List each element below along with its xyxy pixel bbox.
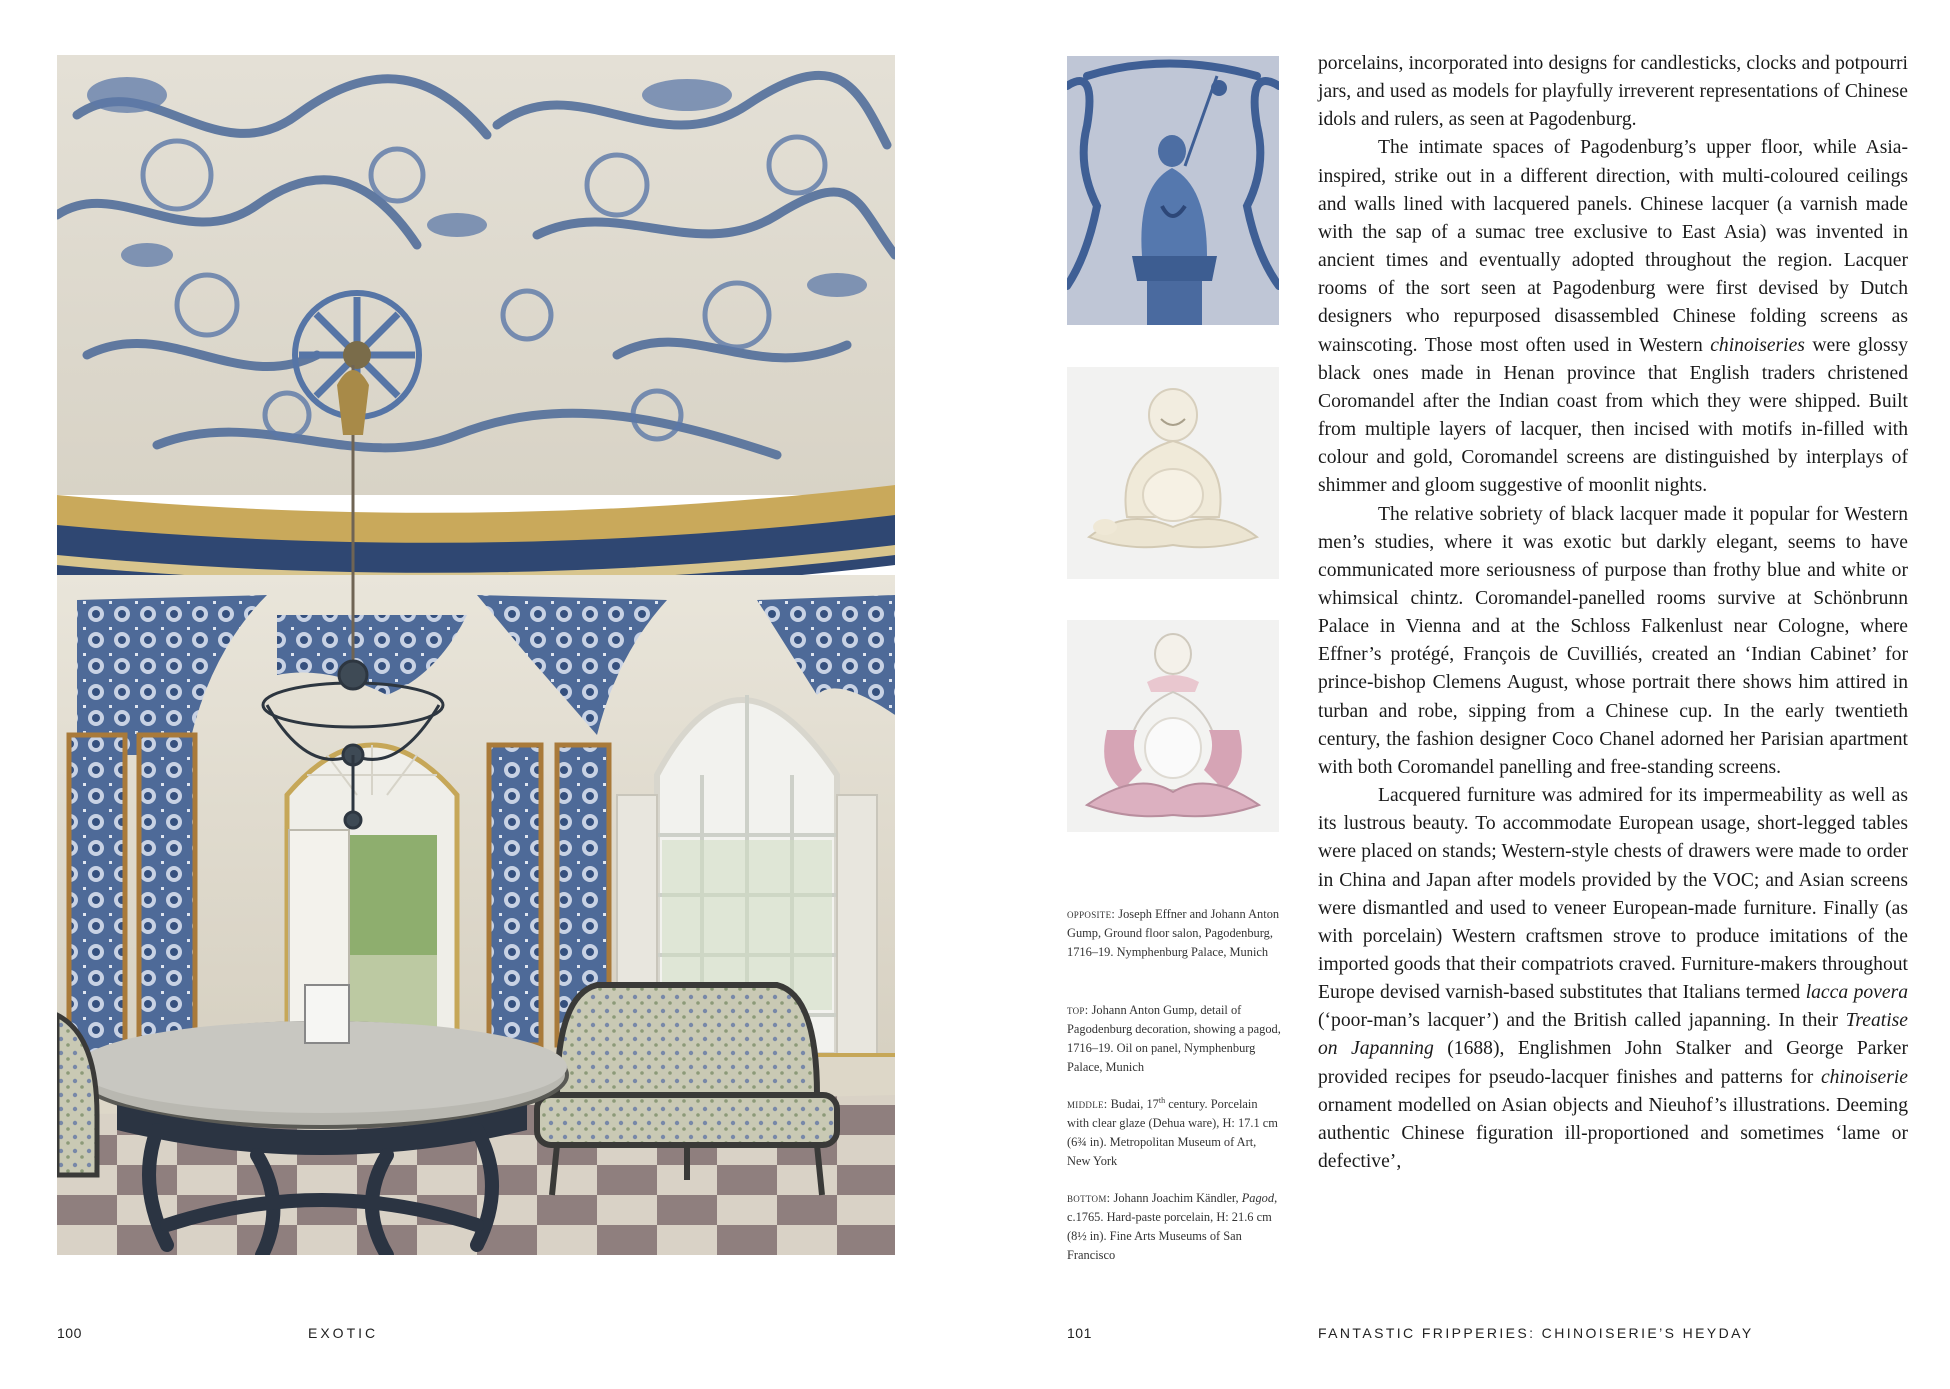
paragraph: The relative sobriety of black lacquer made it popular for Western men’s studies, where it was exotic but darkly elegant, seems to have communicated more seriousness of purpose than frothy blue and white or whimsical chintz. Coromandel-panelled rooms survive at Schönbrunn Palace in Vienna and at the Schloss Falkenlust near Cologne, where Effner’s protégé, François de Cuvilliés, created an ‘Indian Cabinet’ for prince-bishop Clemens August, whose portrait there shows him attired in turban and robe, sipping from a Chinese cup. In the early twentieth century, the fashion designer Coco Chanel adorned her Parisian apartment with both Coromandel panelling and free-standing screens.: [1318, 503, 1908, 778]
pagod-figure-image: [1067, 620, 1279, 832]
caption-text: Johann Anton Gump, detail of Pagodenburg decoration, showing a pagod, 1716–19. Oil on panel, Nymphenburg Palace, Munich: [1067, 1003, 1281, 1074]
pagod-panel-detail-image: [1067, 56, 1279, 325]
caption-text: Johann Joachim Kändler,: [1113, 1191, 1239, 1205]
paragraph: porcelains, incorporated into designs for candlesticks, clocks and potpourri jars, and used as models for playfully irreverent representations of Chinese idols and rulers, as seen at Pagodenburg.: [1318, 53, 1908, 131]
caption-opposite: [1067, 905, 1282, 962]
caption-text: , c.1765. Hard-paste porcelain, H: 21.6 cm (8½ in). Fine Arts Museums of San Francisco: [1067, 1191, 1278, 1262]
page-number-right: 101: [1067, 1325, 1092, 1341]
page-number-left: 100: [57, 1325, 82, 1341]
caption-label: opposite:: [1067, 907, 1116, 921]
budai-figure-image: [1067, 367, 1279, 579]
caption-italic: Pagod: [1241, 1191, 1275, 1205]
caption-text: Budai, 17: [1110, 1097, 1159, 1111]
caption-text: century. Porcelain with clear glaze (Dehua ware), H: 17.1 cm (6¾ in). Metropolitan Museum of Art, New York: [1067, 1097, 1278, 1168]
caption-bottom: [1067, 1189, 1282, 1265]
caption-superscript: th: [1158, 1095, 1166, 1105]
caption-label: top:: [1067, 1003, 1089, 1017]
paragraph: Lacquered furniture was admired for its impermeability as well as its lustrous beauty. To accommodate European usage, short-legged tables were placed on stands; Western-style chests of drawers were made to order in China and Japan after models provided by the VOC; and Asian screens were dismantled and used to veneer European-made furniture. Finally (as with porcelain) Western craftsmen strove to produce imitations of the imported goods that their compatriots craved. Furniture-makers throughout Europe devised varnish-based substitutes that Italians termed lacca povera (‘poor-man’s lacquer’) and the British called japanning. In their Treatise on Japanning (1688), Englishmen John Stalker and George Parker provided recipes for pseudo-lacquer finishes and patterns for chinoiserie ornament modelled on Asian objects and Nieuhof’s illustrations. Deeming authentic Chinese figuration ill-proportioned and sometimes ‘lame or defective’,: [1318, 785, 1908, 1173]
caption-label: middle:: [1067, 1097, 1108, 1111]
caption-middle: [1067, 1095, 1282, 1171]
salon-photograph: [57, 55, 895, 1255]
body-text: [1318, 50, 1908, 1176]
caption-label: bottom:: [1067, 1191, 1111, 1205]
caption-text: Joseph Effner and Johann Anton Gump, Ground floor salon, Pagodenburg, 1716–19. Nymphenburg Palace, Munich: [1067, 907, 1280, 959]
running-head-right: FANTASTIC FRIPPERIES: CHINOISERIE’S HEYDAY: [1318, 1325, 1754, 1341]
paragraph: The intimate spaces of Pagodenburg’s upper floor, while Asia-inspired, strike out in a different direction, with multi-coloured ceilings and walls lined with lacquered panels. Chinese lacquer (a varnish made with the sap of a sumac tree exclusive to East Asia) was invented in ancient times and eventually adopted throughout the region. Lacquer rooms of the sort seen at Pagodenburg were first devised by Dutch designers who repurposed disassembled Chinese folding screens as wainscoting. Those most often used in Western chinoiseries were glossy black ones made in Henan province that English traders christened Coromandel after the Indian coast from which they were shipped. Built from multiple layers of lacquer, then incised with motifs in-filled with colour and gold, Coromandel screens are distinguished by interplays of shimmer and gloom suggestive of moonlit nights.: [1318, 137, 1908, 497]
caption-top: [1067, 1001, 1282, 1077]
running-head-left: EXOTIC: [308, 1325, 379, 1341]
